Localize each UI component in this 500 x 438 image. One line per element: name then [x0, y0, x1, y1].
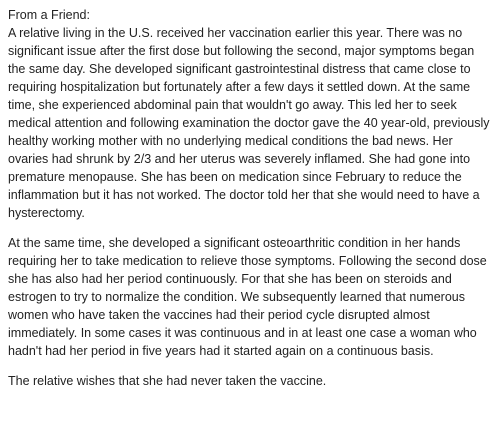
post-paragraph-1: A relative living in the U.S. received her vaccination earlier this year. There was no significant issue after the first dose but following the second, major symptoms began the same day. She developed significant gastrointestinal distress that came close to requiring hospitalization but fortunately after a few days it settled down. At the same time, she experienced abdominal pain that wouldn't go away. This led her to seek medical attention and following examination the doctor gave the 40 year-old, previously healthy working mother with no underlying medical conditions the bad news. Her ovaries had shrunk by 2/3 and her uterus was severely inflamed. She had gone into premature menopause. She has been on medication since February to reduce the inflammation but it has not worked. The doctor told her that she would need to have a hysterectomy. [8, 26, 490, 220]
post-heading: From a Friend: [8, 8, 90, 22]
post-paragraph-3: The relative wishes that she had never taken the vaccine. [8, 374, 327, 388]
post-paragraph-2: At the same time, she developed a significant osteoarthritic condition in her hands requiring her to take medication to relieve those symptoms. Following the second dose she has also had her period continuously. For that she has been on steroids and estrogen to try to normalize the condition. We subsequently learned that numerous women who have taken the vaccines had their period cycle disrupted almost immediately. In some cases it was continuous and in at least one case a woman who hadn't had her period in five years had it started again on a continuous basis. [8, 236, 487, 358]
